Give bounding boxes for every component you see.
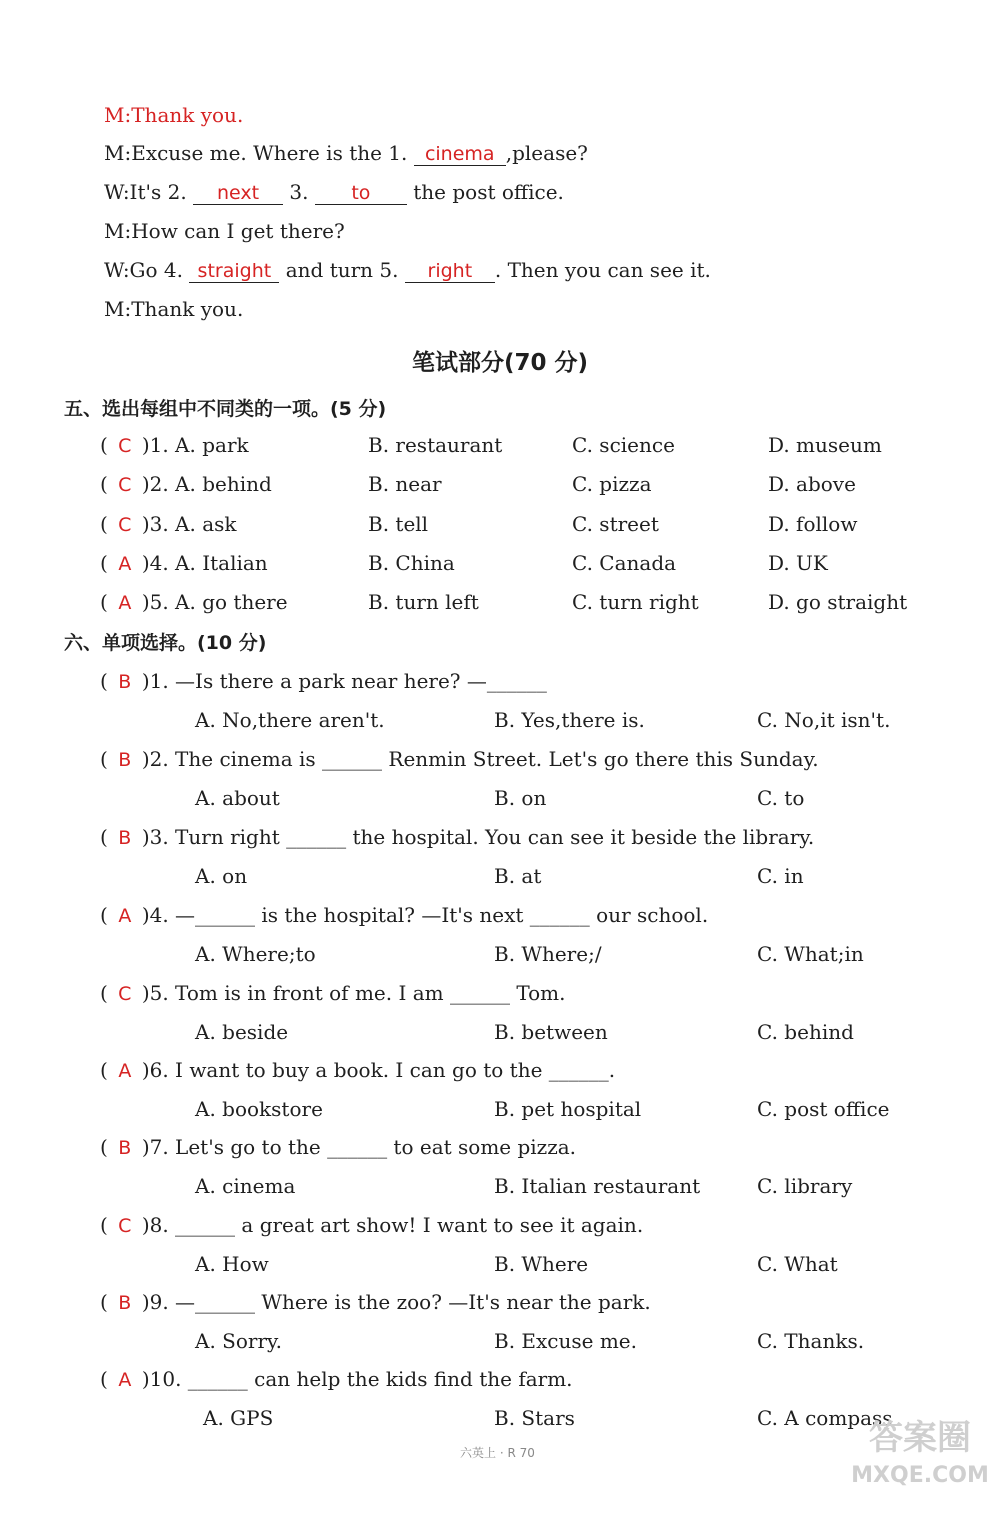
paren-open: ( bbox=[100, 551, 108, 575]
question-option-b: B. Excuse me. bbox=[494, 1329, 637, 1353]
answer-blank: cinema bbox=[414, 143, 506, 166]
question-text: )10. ______ can help the kids find the farm. bbox=[141, 1367, 573, 1391]
answer-letter: A bbox=[118, 1060, 132, 1082]
answer-letter: B bbox=[118, 827, 132, 849]
question-text: )1. —Is there a park near here? —______ bbox=[141, 669, 547, 693]
paren-open: ( bbox=[100, 747, 108, 771]
question-option-b: B. between bbox=[494, 1020, 608, 1044]
item-option-b: B. restaurant bbox=[368, 433, 503, 457]
item-option-a: )1. A. park bbox=[141, 433, 249, 457]
question-option-c: C. to bbox=[757, 786, 805, 810]
item-option-d: D. museum bbox=[768, 433, 882, 457]
question-text: )5. Tom is in front of me. I am ______ Tom. bbox=[141, 981, 566, 1005]
choice-row bbox=[100, 472, 272, 496]
question-option-a: A. GPS bbox=[203, 1406, 274, 1430]
question-option-c: C. Thanks. bbox=[757, 1329, 865, 1353]
choice-row bbox=[100, 433, 249, 457]
question-option-b: B. Italian restaurant bbox=[494, 1174, 701, 1198]
question-option-a: A. Where;to bbox=[195, 942, 316, 966]
question-row bbox=[100, 1213, 643, 1237]
question-option-a: A. about bbox=[195, 786, 280, 810]
question-row bbox=[100, 669, 547, 693]
dialogue-text: . Then you can see it. bbox=[494, 258, 711, 282]
item-option-a: )2. A. behind bbox=[141, 472, 272, 496]
question-text: )7. Let's go to the ______ to eat some pizza. bbox=[141, 1135, 577, 1159]
question-option-c: C. A compass bbox=[757, 1406, 893, 1430]
answer-blank: next bbox=[193, 182, 283, 205]
dialogue-line-6: M:Thank you. bbox=[104, 297, 244, 321]
answer-letter: B bbox=[118, 1137, 132, 1159]
paren-open: ( bbox=[100, 1290, 108, 1314]
answer-letter: C bbox=[118, 474, 132, 496]
paren-open: ( bbox=[100, 903, 108, 927]
question-row bbox=[100, 1290, 651, 1314]
item-option-d: D. UK bbox=[768, 551, 828, 575]
paren-open: ( bbox=[100, 512, 108, 536]
question-option-b: B. on bbox=[494, 786, 547, 810]
dialogue-text: M:Excuse me. Where is the 1. bbox=[104, 141, 408, 165]
question-option-a: A. No,there aren't. bbox=[195, 708, 385, 732]
question-option-c: C. No,it isn't. bbox=[757, 708, 891, 732]
answer-letter: B bbox=[118, 749, 132, 771]
question-row bbox=[100, 1367, 573, 1391]
choice-row bbox=[100, 590, 288, 614]
question-option-b: B. at bbox=[494, 864, 542, 888]
answer-letter: B bbox=[118, 671, 132, 693]
question-text: )3. Turn right ______ the hospital. You can see it beside the library. bbox=[141, 825, 815, 849]
question-option-c: C. behind bbox=[757, 1020, 854, 1044]
item-option-a: )3. A. ask bbox=[141, 512, 237, 536]
choice-row bbox=[100, 512, 237, 536]
question-text: )8. ______ a great art show! I want to see it again. bbox=[141, 1213, 644, 1237]
dialogue-text: W:It's 2. bbox=[104, 180, 187, 204]
answer-letter: A bbox=[118, 553, 132, 575]
question-option-c: C. library bbox=[757, 1174, 853, 1198]
question-option-b: B. pet hospital bbox=[494, 1097, 642, 1121]
answer-letter: C bbox=[118, 435, 132, 457]
item-option-c: C. science bbox=[572, 433, 675, 457]
question-option-b: B. Where;/ bbox=[494, 942, 602, 966]
question-row bbox=[100, 1058, 615, 1082]
question-option-c: C. What;in bbox=[757, 942, 864, 966]
question-row bbox=[100, 903, 708, 927]
question-option-a: A. beside bbox=[195, 1020, 289, 1044]
dialogue-line-2 bbox=[104, 141, 588, 166]
question-row bbox=[100, 825, 814, 849]
answer-letter: A bbox=[118, 592, 132, 614]
item-option-c: C. street bbox=[572, 512, 659, 536]
page-footer: 六英上 · R 70 bbox=[460, 1446, 535, 1460]
section-6-title: 六、单项选择。(10 分) bbox=[64, 632, 267, 654]
dialogue-line-3 bbox=[104, 180, 564, 205]
question-row bbox=[100, 1135, 576, 1159]
question-option-c: C. in bbox=[757, 864, 804, 888]
question-option-a: A. on bbox=[195, 864, 248, 888]
paren-open: ( bbox=[100, 1135, 108, 1159]
question-option-c: C. What bbox=[757, 1252, 838, 1276]
question-text: )6. I want to buy a book. I can go to the ______. bbox=[141, 1058, 616, 1082]
item-option-d: D. above bbox=[768, 472, 856, 496]
item-option-b: B. near bbox=[368, 472, 442, 496]
answer-letter: C bbox=[118, 1215, 132, 1237]
watermark-logo-line2: MXQE.COM bbox=[851, 1463, 989, 1488]
dialogue-line-5 bbox=[104, 258, 711, 283]
watermark-logo-line1: 答案圈 bbox=[869, 1418, 971, 1458]
paren-open: ( bbox=[100, 1213, 108, 1237]
dialogue-line-1: M:Thank you. bbox=[104, 103, 244, 127]
paren-open: ( bbox=[100, 1058, 108, 1082]
answer-letter: B bbox=[118, 1292, 132, 1314]
paren-open: ( bbox=[100, 433, 108, 457]
paren-open: ( bbox=[100, 825, 108, 849]
question-text: )2. The cinema is ______ Renmin Street. Let's go there this Sunday. bbox=[141, 747, 819, 771]
item-option-d: D. go straight bbox=[768, 590, 908, 614]
paren-open: ( bbox=[100, 472, 108, 496]
watermark-logo bbox=[850, 1410, 990, 1514]
item-option-d: D. follow bbox=[768, 512, 858, 536]
paren-open: ( bbox=[100, 669, 108, 693]
answer-letter: A bbox=[118, 1369, 132, 1391]
answer-letter: C bbox=[118, 983, 132, 1005]
item-option-c: C. Canada bbox=[572, 551, 677, 575]
item-option-b: B. turn left bbox=[368, 590, 479, 614]
written-part-title: 笔试部分(70 分) bbox=[411, 350, 589, 376]
dialogue-text: and turn 5. bbox=[285, 258, 399, 282]
question-option-b: B. Yes,there is. bbox=[494, 708, 645, 732]
choice-row bbox=[100, 551, 268, 575]
question-row bbox=[100, 747, 819, 771]
question-row bbox=[100, 981, 565, 1005]
item-option-a: )4. A. Italian bbox=[141, 551, 268, 575]
question-text: )9. —______ Where is the zoo? —It's near the park. bbox=[141, 1290, 651, 1314]
answer-blank: right bbox=[405, 260, 495, 283]
dialogue-line-4: M:How can I get there? bbox=[104, 219, 345, 243]
dialogue-text: W:Go 4. bbox=[104, 258, 184, 282]
answer-letter: C bbox=[118, 514, 132, 536]
question-option-a: A. bookstore bbox=[195, 1097, 323, 1121]
item-option-b: B. China bbox=[368, 551, 455, 575]
question-option-a: A. How bbox=[195, 1252, 269, 1276]
paren-open: ( bbox=[100, 590, 108, 614]
item-option-c: C. turn right bbox=[572, 590, 699, 614]
answer-blank: straight bbox=[189, 260, 279, 283]
question-option-a: A. cinema bbox=[195, 1174, 296, 1198]
item-option-b: B. tell bbox=[368, 512, 429, 536]
section-5-title: 五、选出每组中不同类的一项。(5 分) bbox=[64, 398, 387, 420]
dialogue-text: 3. bbox=[289, 180, 309, 204]
dialogue-text: the post office. bbox=[413, 180, 564, 204]
question-option-a: A. Sorry. bbox=[195, 1329, 283, 1353]
paren-open: ( bbox=[100, 981, 108, 1005]
dialogue-text: ,please? bbox=[505, 141, 588, 165]
answer-blank: to bbox=[315, 182, 407, 205]
answer-letter: A bbox=[118, 905, 132, 927]
paren-open: ( bbox=[100, 1367, 108, 1391]
item-option-c: C. pizza bbox=[572, 472, 652, 496]
item-option-a: )5. A. go there bbox=[141, 590, 288, 614]
question-text: )4. —______ is the hospital? —It's next ______ our school. bbox=[141, 903, 709, 927]
question-option-b: B. Where bbox=[494, 1252, 589, 1276]
question-option-c: C. post office bbox=[757, 1097, 890, 1121]
question-option-b: B. Stars bbox=[494, 1406, 575, 1430]
